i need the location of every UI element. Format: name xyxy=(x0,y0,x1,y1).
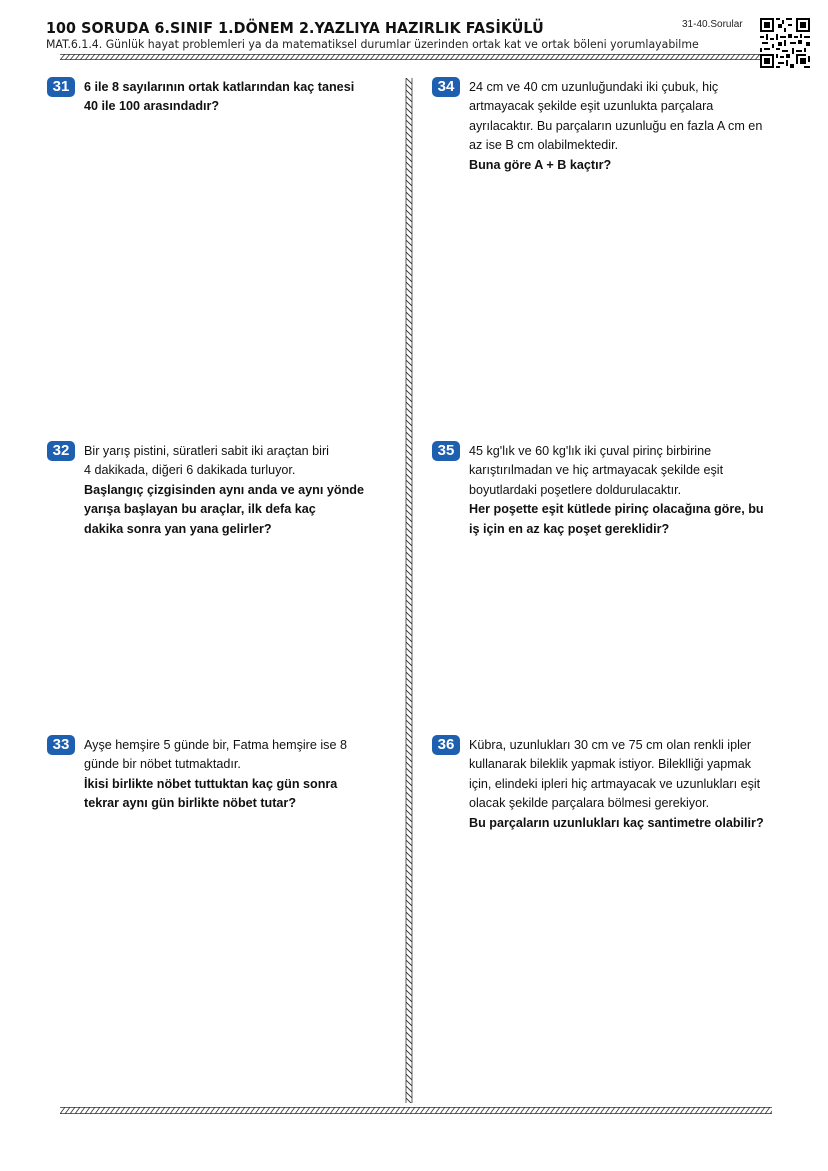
question-line: İkisi birlikte nöbet tuttuktan kaç gün sonra xyxy=(84,776,338,791)
question-line: olacak şekilde parçalara bölmesi gerekiyor. xyxy=(469,796,710,811)
question-number-badge: 31 xyxy=(47,77,75,97)
question-line: 6 ile 8 sayılarının ortak katlarından kaç tanesi xyxy=(84,80,355,94)
question-line: Her poşette eşit kütlede pirinç olacağına göre, bu xyxy=(469,502,764,517)
question-line: Ayşe hemşire 5 günde bir, Fatma hemşire ise 8 xyxy=(84,738,347,752)
question-text xyxy=(84,78,354,117)
question-line: Bir yarış pistini, süratleri sabit iki araçtan biri xyxy=(84,444,329,458)
question-number-badge: 33 xyxy=(47,735,75,755)
page-subtitle: MAT.6.1.4. Günlük hayat problemleri ya da matematiksel durumlar üzerinden ortak kat ve ortak böleni yorumlayabilme xyxy=(46,37,699,51)
question-line: Bu parçaların uzunlukları kaç santimetre olabilir? xyxy=(469,815,764,830)
question-line: az ise B cm olabilmektedir. xyxy=(469,138,619,153)
question-line: yarışa başlayan bu araçlar, ilk defa kaç xyxy=(84,502,316,517)
question-text xyxy=(469,736,764,833)
header-divider xyxy=(60,54,760,60)
question-line: 4 dakikada, diğeri 6 dakikada turluyor. xyxy=(84,463,296,478)
question-line: Kübra, uzunlukları 30 cm ve 75 cm olan renkli ipler xyxy=(469,738,752,752)
question-line: tekrar aynı gün birlikte nöbet tutar? xyxy=(84,796,297,811)
question-line: iş için en az kaç poşet gereklidir? xyxy=(469,521,670,536)
question-line: 24 cm ve 40 cm uzunluğundaki iki çubuk, hiç xyxy=(469,80,719,94)
question-number-badge: 35 xyxy=(432,441,460,461)
question-line: boyutlardaki poşetlere doldurulacaktır. xyxy=(469,482,682,497)
qr-code-icon xyxy=(760,18,810,68)
question-line: 40 ile 100 arasındadır? xyxy=(84,99,220,114)
question-number-badge: 36 xyxy=(432,735,460,755)
question-number-badge: 32 xyxy=(47,441,75,461)
question-text xyxy=(84,736,347,814)
question-line: dakika sonra yan yana gelirler? xyxy=(84,521,272,536)
question-text xyxy=(469,78,762,175)
question-range: 31-40.Sorular xyxy=(682,19,743,30)
column-divider xyxy=(404,78,414,1103)
question-line: kullanarak bileklik yapmak istiyor. Bileklliği yapmak xyxy=(469,757,752,772)
question-line: karıştırılmadan ve hiç artmayacak şekilde eşit xyxy=(469,463,724,478)
question-line: ayrılacaktır. Bu parçaların uzunluğu en fazla A cm en xyxy=(469,118,763,133)
question-line: Başlangıç çizgisinden aynı anda ve aynı yönde xyxy=(84,482,364,497)
page-title: 100 SORUDA 6.SINIF 1.DÖNEM 2.YAZLIYA HAZIRLIK FASİKÜLÜ xyxy=(46,19,544,37)
question-text xyxy=(84,442,364,539)
question-text xyxy=(469,442,764,539)
question-line: Buna göre A + B kaçtır? xyxy=(469,157,612,172)
question-line: için, elindeki ipleri hiç artmayacak ve uzunlukları eşit xyxy=(469,776,761,791)
question-number-badge: 34 xyxy=(432,77,460,97)
footer-divider xyxy=(60,1107,772,1114)
question-line: günde bir nöbet tutmaktadır. xyxy=(84,757,241,772)
question-line: artmayacak şekilde eşit uzunlukta parçalara xyxy=(469,99,714,114)
question-line: 45 kg'lık ve 60 kg'lık iki çuval pirinç birbirine xyxy=(469,444,712,458)
